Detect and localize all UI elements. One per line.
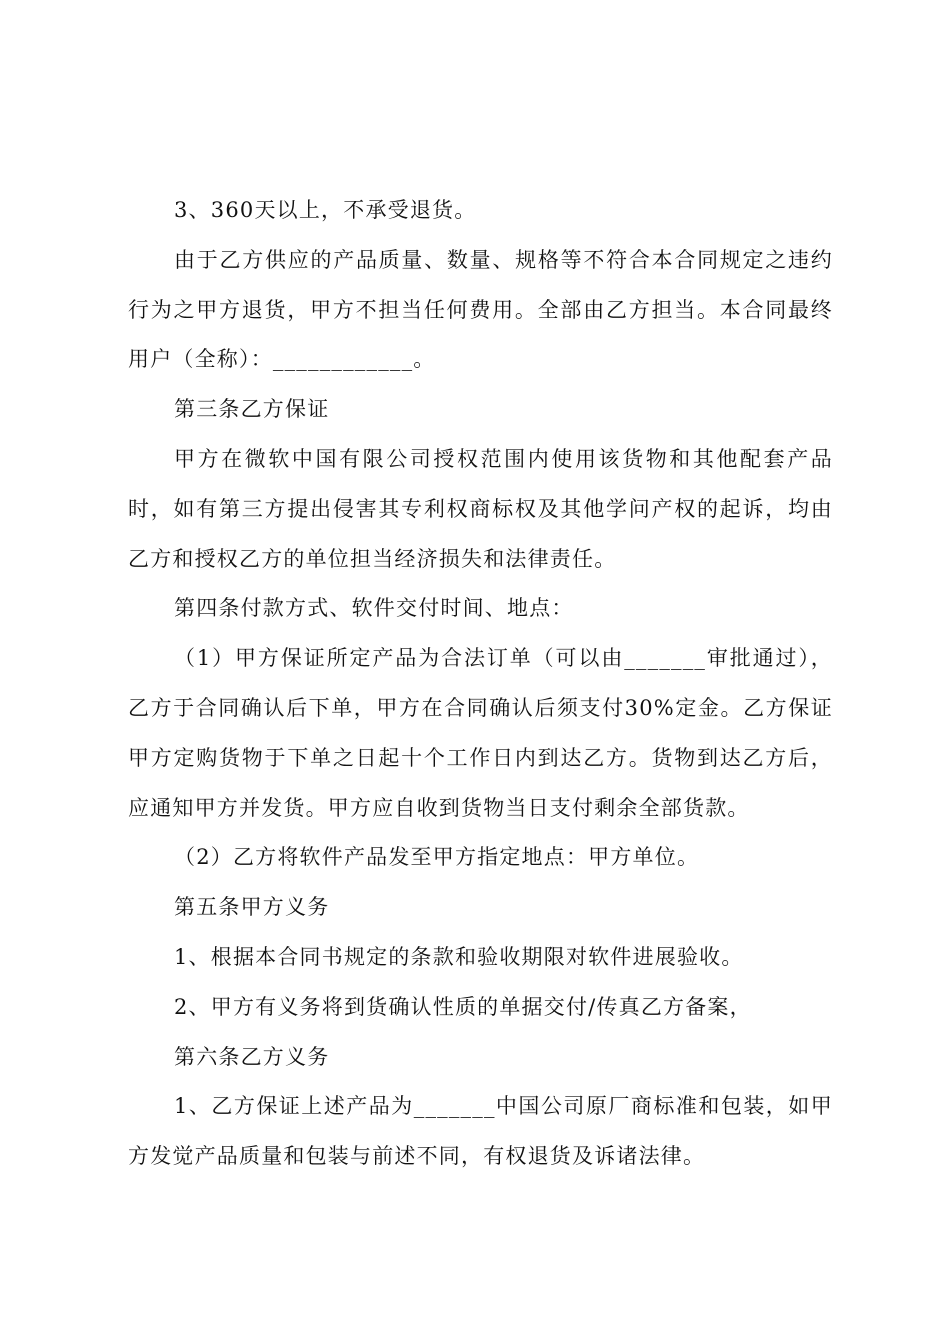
paragraph-party-a-duty-2: 2、甲方有义务将到货确认性质的单据交付/传真乙方备案，: [174, 994, 752, 1019]
paragraph-quality-return: 由于乙方供应的产品质量、数量、规格等不符合本合同规定之违约行为之甲方退货，甲方不担当任何费用。全部由乙方担当。本合同最终用户（全称）：____________。: [128, 247, 833, 372]
heading-article-4: 第四条付款方式、软件交付时间、地点：: [174, 596, 574, 621]
heading-article-3: 第三条乙方保证: [174, 397, 330, 422]
heading-article-6: 第六条乙方义务: [174, 1044, 330, 1069]
paragraph-payment-2: （2）乙方将软件产品发至甲方指定地点：甲方单位。: [174, 845, 700, 870]
paragraph-party-a-duty-1: 1、根据本合同书规定的条款和验收期限对软件进展验收。: [174, 944, 744, 969]
paragraph-ip-guarantee: 甲方在微软中国有限公司授权范围内使用该货物和其他配套产品时，如有第三方提出侵害其专利权商标权及其他学问产权的起诉，均由乙方和授权乙方的单位担当经济损失和法律责任。: [128, 446, 833, 571]
document-body: [128, 186, 833, 1182]
heading-article-5: 第五条甲方义务: [174, 895, 330, 920]
paragraph-party-b-duty-1: 1、乙方保证上述产品为_______中国公司原厂商标准和包装，如甲方发觉产品质量和包装与前述不同，有权退货及诉诸法律。: [128, 1094, 833, 1169]
paragraph-return-360-days: 3、360天以上，不承受退货。: [174, 198, 477, 222]
paragraph-payment-1: （1）甲方保证所定产品为合法订单（可以由_______审批通过），乙方于合同确认后下单，甲方在合同确认后须支付30%定金。乙方保证甲方定购货物于下单之日起十个工作日内到达乙方。货物到达乙方后，应通知甲方并发货。甲方应自收到货物当日支付剩余全部货款。: [128, 646, 833, 820]
